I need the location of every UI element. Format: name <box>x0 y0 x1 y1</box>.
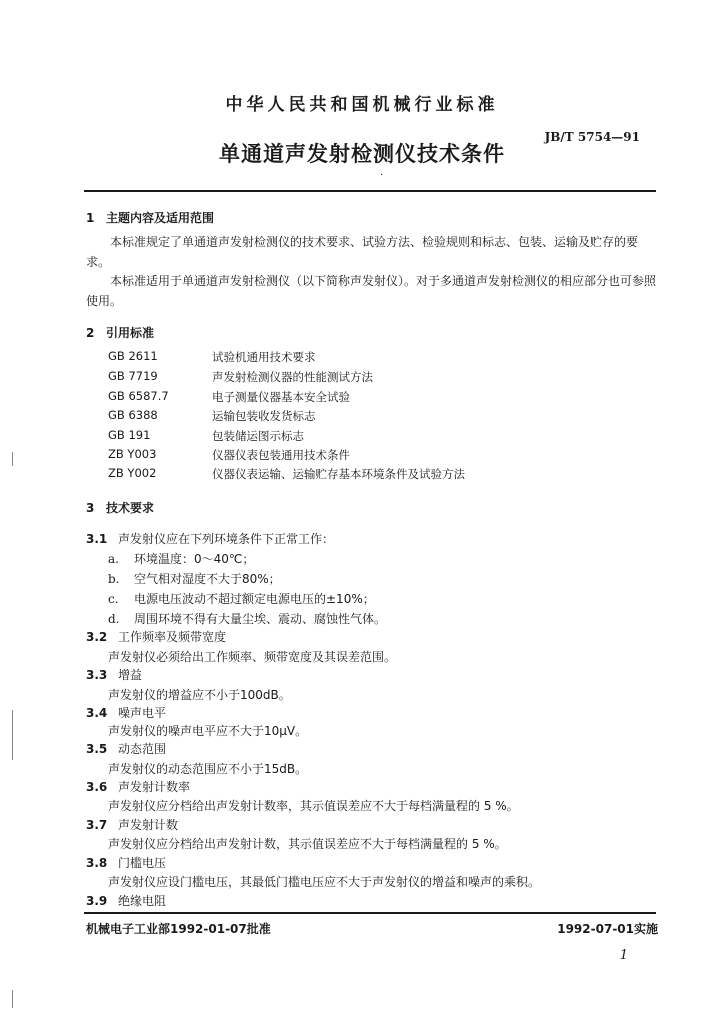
footer-rule <box>84 912 656 914</box>
clause-title: 声发射仪应在下列环境条件下正常工作： <box>118 532 335 546</box>
reference-code: GB 6587.7 <box>108 389 169 403</box>
section-number: 1 <box>86 211 95 225</box>
section-number: 2 <box>86 326 95 340</box>
reference-title: 仪器仪表包装通用技术条件 <box>212 448 350 462</box>
reference-title: 仪器仪表运输、运输贮存基本环境条件及试验方法 <box>212 467 465 481</box>
reference-code: GB 7719 <box>108 369 158 383</box>
reference-title: 电子测量仪器基本安全试验 <box>212 390 350 404</box>
clause-3-4 <box>86 704 166 721</box>
clause-title: 增益 <box>118 668 143 682</box>
approval-line: 机械电子工业部1992-01-07批准 <box>86 922 271 936</box>
list-item-label: d. <box>108 612 120 626</box>
scan-margin-mark <box>12 990 13 1008</box>
section-3-heading <box>86 499 154 516</box>
clause-3-7 <box>86 816 178 833</box>
document-title: 单通道声发射检测仪技术条件 <box>219 142 505 166</box>
reference-code: GB 2611 <box>108 349 158 363</box>
list-item-label: a. <box>108 552 119 566</box>
section-1-para-2: 本标准适用于单通道声发射检测仪（以下简称声发射仪）。对于多通道声发射检测仪的相应部分也可参照使用。 <box>86 274 657 308</box>
page-number: 1 <box>619 948 628 963</box>
center-dot: · <box>380 170 384 181</box>
section-2-heading <box>86 324 154 341</box>
list-item <box>108 570 281 587</box>
clause-body: 声发射仪的噪声电平应不大于10μV。 <box>108 724 308 738</box>
list-item-text: 空气相对湿度不大于80%； <box>134 572 281 586</box>
clause-number: 3.7 <box>86 818 108 832</box>
reference-code: ZB Y003 <box>108 447 157 461</box>
clause-number: 3.3 <box>86 668 108 682</box>
reference-title: 运输包装收发货标志 <box>212 409 316 423</box>
clause-3-1 <box>86 530 334 547</box>
section-title: 技术要求 <box>106 501 155 515</box>
section-1-heading <box>86 209 214 226</box>
clause-3-8 <box>86 854 166 871</box>
scan-margin-mark <box>12 710 13 760</box>
section-1-para-1: 本标准规定了单通道声发射检测仪的技术要求、试验方法、检验规则和标志、包装、运输及贮存的要求。 <box>86 235 639 269</box>
clause-3-9 <box>86 892 166 909</box>
reference-code: GB 191 <box>108 428 151 442</box>
clause-title: 噪声电平 <box>118 706 167 720</box>
clause-number: 3.4 <box>86 706 108 720</box>
reference-title: 包装储运图示标志 <box>212 429 304 443</box>
reference-title: 试验机通用技术要求 <box>212 350 316 364</box>
clause-body: 声发射仪应分档给出声发射计数率，其示值误差应不大于每档满量程的 5 %。 <box>108 799 519 813</box>
clause-number: 3.6 <box>86 780 108 794</box>
list-item <box>108 610 386 627</box>
clause-body: 声发射仪应分档给出声发射计数，其示值误差应不大于每档满量程的 5 %。 <box>108 837 507 851</box>
reference-code: ZB Y002 <box>108 466 157 480</box>
clause-body: 声发射仪应设门槛电压，其最低门槛电压应不大于声发射仪的增益和噪声的乘积。 <box>108 875 541 889</box>
clause-title: 绝缘电阻 <box>118 894 167 908</box>
list-item-label: c. <box>108 592 119 606</box>
reference-code: GB 6388 <box>108 408 158 422</box>
clause-body: 声发射仪的动态范围应不小于15dB。 <box>108 762 308 776</box>
clause-3-3 <box>86 666 142 683</box>
list-item-text: 周围环境不得有大量尘埃、震动、腐蚀性气体。 <box>134 612 387 626</box>
list-item-text: 环境温度：0～40℃； <box>134 552 255 566</box>
effective-date: 1992-07-01实施 <box>557 922 658 936</box>
clause-body: 声发射仪的增益应不小于100dB。 <box>108 688 291 702</box>
list-item-label: b. <box>108 572 120 586</box>
clause-title: 声发射计数率 <box>118 780 191 794</box>
list-item <box>108 590 375 607</box>
scan-margin-mark <box>12 452 13 466</box>
list-item <box>108 550 254 567</box>
clause-body: 声发射仪必须给出工作频率、频带宽度及其误差范围。 <box>108 650 397 664</box>
section-title: 引用标准 <box>106 326 155 340</box>
clause-number: 3.2 <box>86 630 108 644</box>
clause-title: 门槛电压 <box>118 856 167 870</box>
standard-number: JB/T 5754—91 <box>544 130 640 144</box>
issuing-org: 中华人民共和国机械行业标准 <box>225 95 499 115</box>
list-item-text: 电源电压波动不超过额定电源电压的±10%； <box>134 592 375 606</box>
clause-number: 3.5 <box>86 742 108 756</box>
clause-title: 工作频率及频带宽度 <box>118 630 227 644</box>
clause-title: 声发射计数 <box>118 818 179 832</box>
clause-title: 动态范围 <box>118 742 167 756</box>
clause-3-5 <box>86 740 166 757</box>
clause-number: 3.1 <box>86 532 108 546</box>
section-title: 主题内容及适用范围 <box>106 211 215 225</box>
clause-number: 3.9 <box>86 894 108 908</box>
header-rule <box>84 190 656 192</box>
clause-3-6 <box>86 778 190 795</box>
section-number: 3 <box>86 501 95 515</box>
reference-title: 声发射检测仪器的性能测试方法 <box>212 370 373 384</box>
clause-3-2 <box>86 628 226 645</box>
clause-number: 3.8 <box>86 856 108 870</box>
